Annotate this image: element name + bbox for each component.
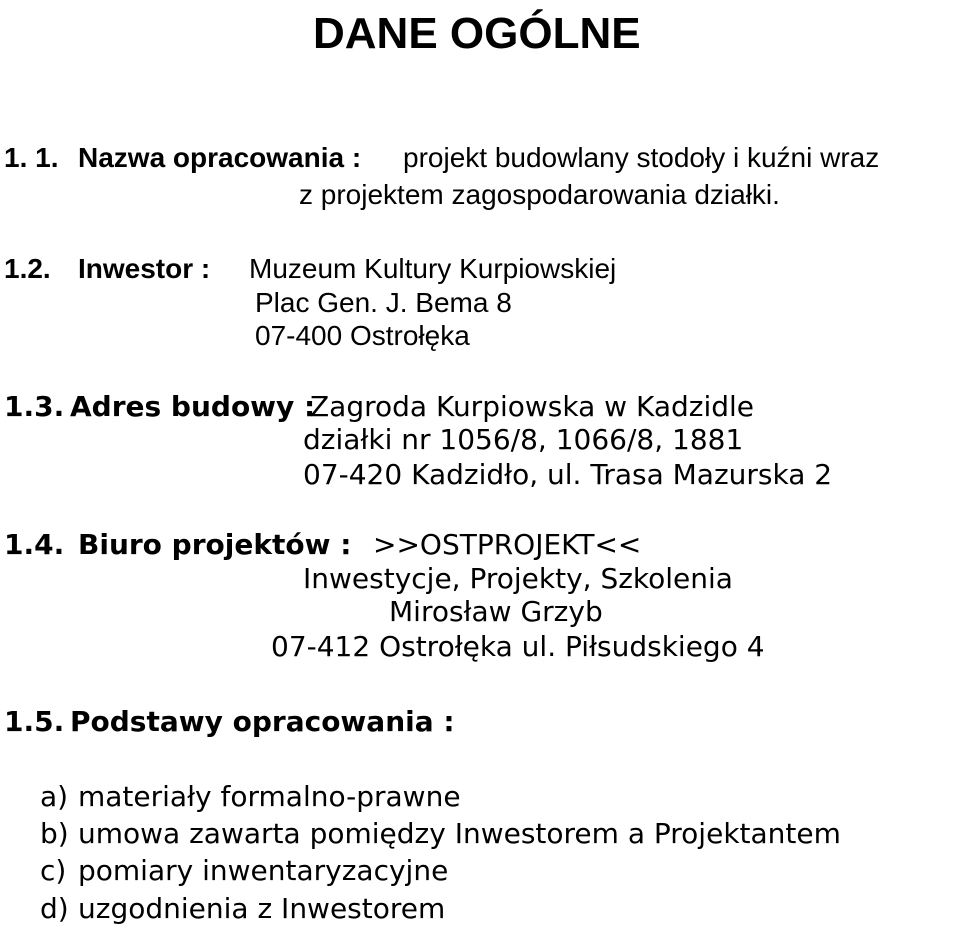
section-1-1-value-line1: projekt budowlany stodoły i kuźni wraz [403,142,880,173]
list-item: uzgodnienia z Inwestorem [78,892,446,925]
section-1-4-value-line1: >>OSTPROJEKT<< [373,528,642,561]
section-1-2-label: Inwestor : [78,253,211,284]
list-item-marker: d) [40,892,69,925]
section-1-3-value-line3: 07-420 Kadzidło, ul. Trasa Mazurska 2 [303,458,833,491]
section-1-2-value-line2: Plac Gen. J. Bema 8 [255,287,512,318]
section-1-1-value-line2: z projektem zagospodarowania działki. [299,179,780,210]
section-1-3-value-line1: Zagroda Kurpiowska w Kadzidle [310,390,755,423]
list-item: materiały formalno-prawne [78,780,461,813]
section-1-4-value-line2: Inwestycje, Projekty, Szkolenia [303,562,733,595]
section-1-1-label: Nazwa opracowania : [78,142,362,173]
section-1-4-number: 1.4. [4,528,65,561]
list-item: umowa zawarta pomiędzy Inwestorem a Projektantem [78,817,841,850]
page-title: DANE OGÓLNE [313,9,641,58]
list-item-marker: b) [40,817,69,850]
list-item: pomiary inwentaryzacyjne [78,854,449,887]
section-1-2-value-line3: 07-400 Ostrołęka [255,320,470,351]
section-1-3-number: 1.3. [4,390,65,423]
section-1-4-label: Biuro projektów : [78,528,352,561]
list-item-marker: c) [40,854,67,887]
section-1-2-value-line1: Muzeum Kultury Kurpiowskiej [249,253,617,284]
list-item-marker: a) [40,780,69,813]
section-1-5-label: Podstawy opracowania : [70,705,455,738]
section-1-3-label: Adres budowy : [70,390,316,423]
section-1-4-value-line3: Mirosław Grzyb [389,595,603,628]
section-1-1-number: 1. 1. [4,142,59,173]
section-1-4-value-line4: 07-412 Ostrołęka ul. Piłsudskiego 4 [271,630,765,663]
section-1-2-number: 1.2. [4,253,51,284]
section-1-3-value-line2: działki nr 1056/8, 1066/8, 1881 [303,423,744,456]
section-1-5-number: 1.5. [4,705,65,738]
